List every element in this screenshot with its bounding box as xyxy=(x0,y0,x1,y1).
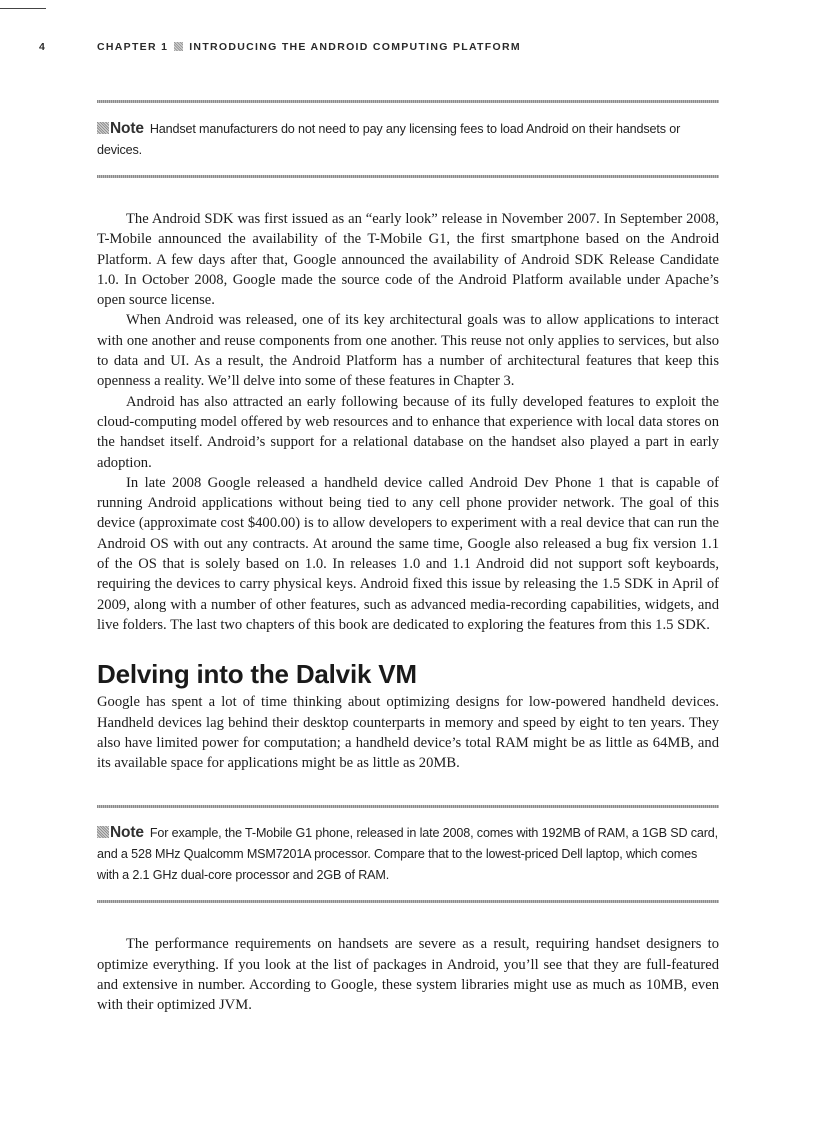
note-rule-top xyxy=(97,100,719,103)
note-label: Note xyxy=(110,824,144,842)
note-box xyxy=(97,118,719,161)
chapter-label: CHAPTER 1 xyxy=(97,41,169,53)
section-heading: Delving into the Dalvik VM xyxy=(97,659,417,690)
paragraph: The Android SDK was first issued as an “early look” release in November 2007. In September 2008, T-Mobile announced the availability of the T-Mobile G1, the first smartphone based on the Android Platform. A few days after that, Google announced the availability of Android SDK Release Candidate 1.0. In October 2008, Google made the source code of the Android Platform available under Apache’s open source license. xyxy=(97,211,719,309)
chapter-title: INTRODUCING THE ANDROID COMPUTING PLATFORM xyxy=(189,41,521,53)
body-section xyxy=(97,934,719,1015)
note-text: For example, the T-Mobile G1 phone, released in late 2008, comes with 192MB of RAM, a 1GB SD card, and a 528 MHz Qualcomm MSM7201A processor. Compare that to the lowest-priced Dell laptop, which comes with a 2.1 GHz dual-core processor and 2GB of RAM. xyxy=(97,826,719,883)
paragraph: When Android was released, one of its key architectural goals was to allow applications to interact with one another and reuse components from one another. This reuse not only applies to services, but also to data and UI. As a result, the Android Platform has a number of architectural features that keep this openness a reality. We’ll delve into some of these features in Chapter 3. xyxy=(97,312,719,390)
body-section xyxy=(97,209,719,635)
page-content xyxy=(97,100,719,1016)
paragraph: In late 2008 Google released a handheld device called Android Dev Phone 1 that is capable of running Android applications without being tied to any cell phone provider network. The goal of this device (approximate cost $400.00) is to allow developers to experiment with a real device that can run the Android OS with out any contracts. At around the same time, Google also released a bug fix version 1.1 of the OS that is solely based on 1.0. In releases 1.0 and 1.1 Android did not support soft keyboards, requiring the devices to carry physical keys. Android fixed this issue by releasing the 1.5 SDK in April of 2009, along with a number of other features, such as advanced media-recording capabilities, widgets, and live folders. The last two chapters of this book are dedicated to exploring the features from this 1.5 SDK. xyxy=(97,474,719,633)
note-icon xyxy=(97,826,109,838)
page-number: 4 xyxy=(39,41,47,53)
paragraph: Android has also attracted an early following because of its fully developed features to exploit the cloud-computing model offered by web resources and to enhance that experience with local data stores on the handset itself. Android’s support for a relational database on the handset also played a part in early adoption. xyxy=(97,393,719,471)
paragraph: The performance requirements on handsets are severe as a result, requiring handset designers to optimize everything. If you look at the list of packages in Android, you’ll see that they are full-featured and extensive in number. According to Google, these system libraries might use as much as 10MB, even with their optimized JVM. xyxy=(97,936,719,1014)
running-head xyxy=(97,41,521,53)
crop-mark xyxy=(0,8,46,9)
note-rule-top xyxy=(97,805,719,808)
note-rule-bottom xyxy=(97,175,719,178)
note-label: Note xyxy=(110,120,144,137)
page-header xyxy=(0,41,816,57)
note-text: Handset manufacturers do not need to pay any licensing fees to load Android on their handsets or devices. xyxy=(97,122,681,157)
note-rule-bottom xyxy=(97,900,719,903)
note-icon xyxy=(97,122,109,134)
section-paragraph: Google has spent a lot of time thinking about optimizing designs for low-powered handheld devices. Handheld devices lag behind their desktop counterparts in memory and speed by eight to ten years. They also have limited power for computation; a handheld device’s total RAM might be as little as 64MB, and its available space for applications might be as little as 20MB. xyxy=(97,694,719,772)
note-box xyxy=(97,822,719,886)
separator-square-icon xyxy=(174,42,183,51)
